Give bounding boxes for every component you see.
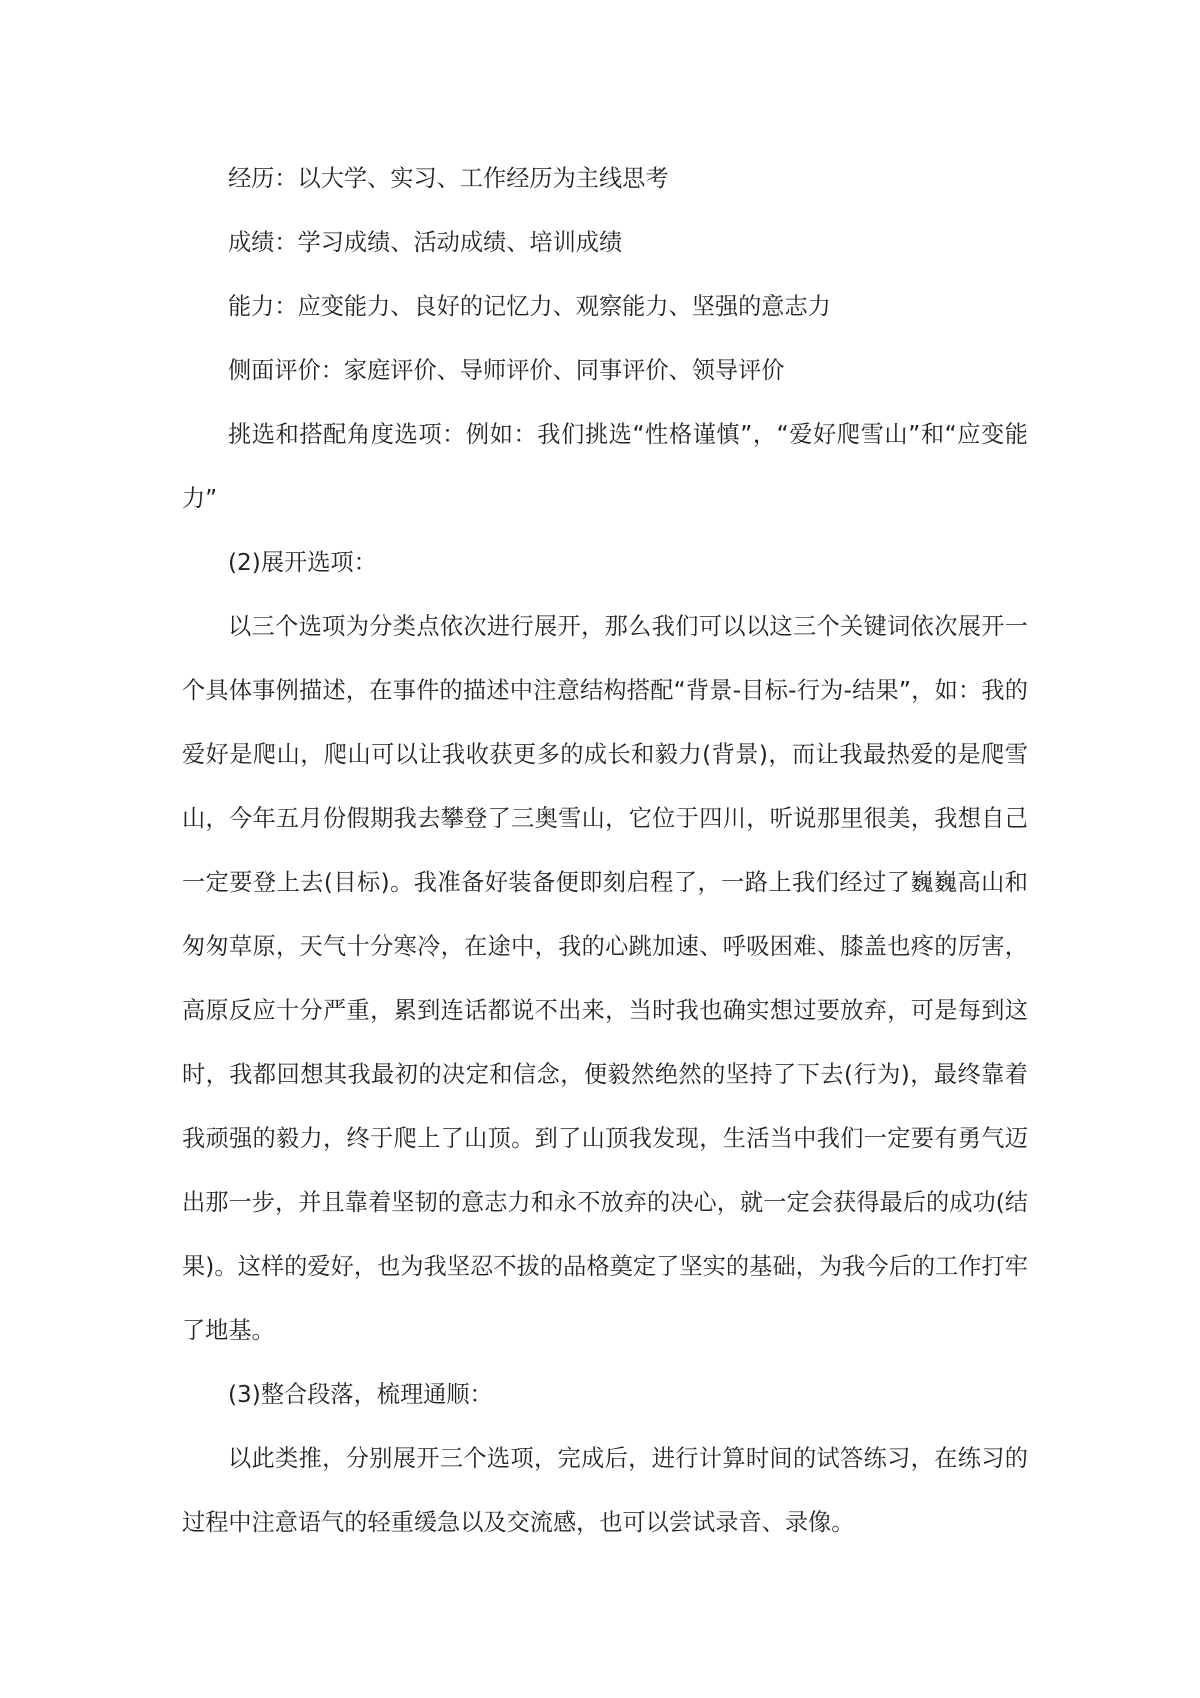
document-page — [182, 147, 1028, 1555]
paragraph-expand-example: 以三个选项为分类点依次进行展开，那么我们可以以这三个关键词依次展开一个具体事例描述，在事件的描述中注意结构搭配“背景-目标-行为-结果”，如：我的爱好是爬山，爬山可以让我收获更多的成长和毅力(背景)，而让我最热爱的是爬雪山，今年五月份假期我去攀登了三奥雪山，它位于四川，听说那里很美，我想自己一定要登上去(目标)。我准备好装备便即刻启程了，一路上我们经过了巍巍高山和匆匆草原，天气十分寒冷，在途中，我的心跳加速、呼吸困难、膝盖也疼的厉害，高原反应十分严重，累到连话都说不出来，当时我也确实想过要放弃，可是每到这时，我都回想其我最初的决定和信念，便毅然绝然的坚持了下去(行为)，最终靠着我顽强的毅力，终于爬上了山顶。到了山顶我发现，生活当中我们一定要有勇气迈出那一步，并且靠着坚韧的意志力和永不放弃的决心，就一定会获得最后的成功(结果)。这样的爱好，也为我坚忍不拔的品格奠定了坚实的基础，为我今后的工作打牢了地基。 — [182, 613, 1028, 1344]
paragraph-experience: 经历：以大学、实习、工作经历为主线思考 — [228, 165, 669, 192]
heading-integrate-paragraphs: (3)整合段落，梳理通顺： — [228, 1381, 493, 1408]
paragraph-abilities: 能力：应变能力、良好的记忆力、观察能力、坚强的意志力 — [228, 293, 831, 320]
paragraph-side-evaluation: 侧面评价：家庭评价、导师评价、同事评价、领导评价 — [228, 357, 785, 384]
paragraph-achievements: 成绩：学习成绩、活动成绩、培训成绩 — [228, 229, 623, 256]
paragraph-selection-example: 挑选和搭配角度选项：例如：我们挑选“性格谨慎”，“爱好爬雪山”和“应变能力” — [182, 421, 1028, 512]
heading-expand-options: (2)展开选项： — [228, 549, 377, 576]
paragraph-practice: 以此类推，分别展开三个选项，完成后，进行计算时间的试答练习，在练习的过程中注意语气的轻重缓急以及交流感，也可以尝试录音、录像。 — [182, 1445, 1028, 1536]
